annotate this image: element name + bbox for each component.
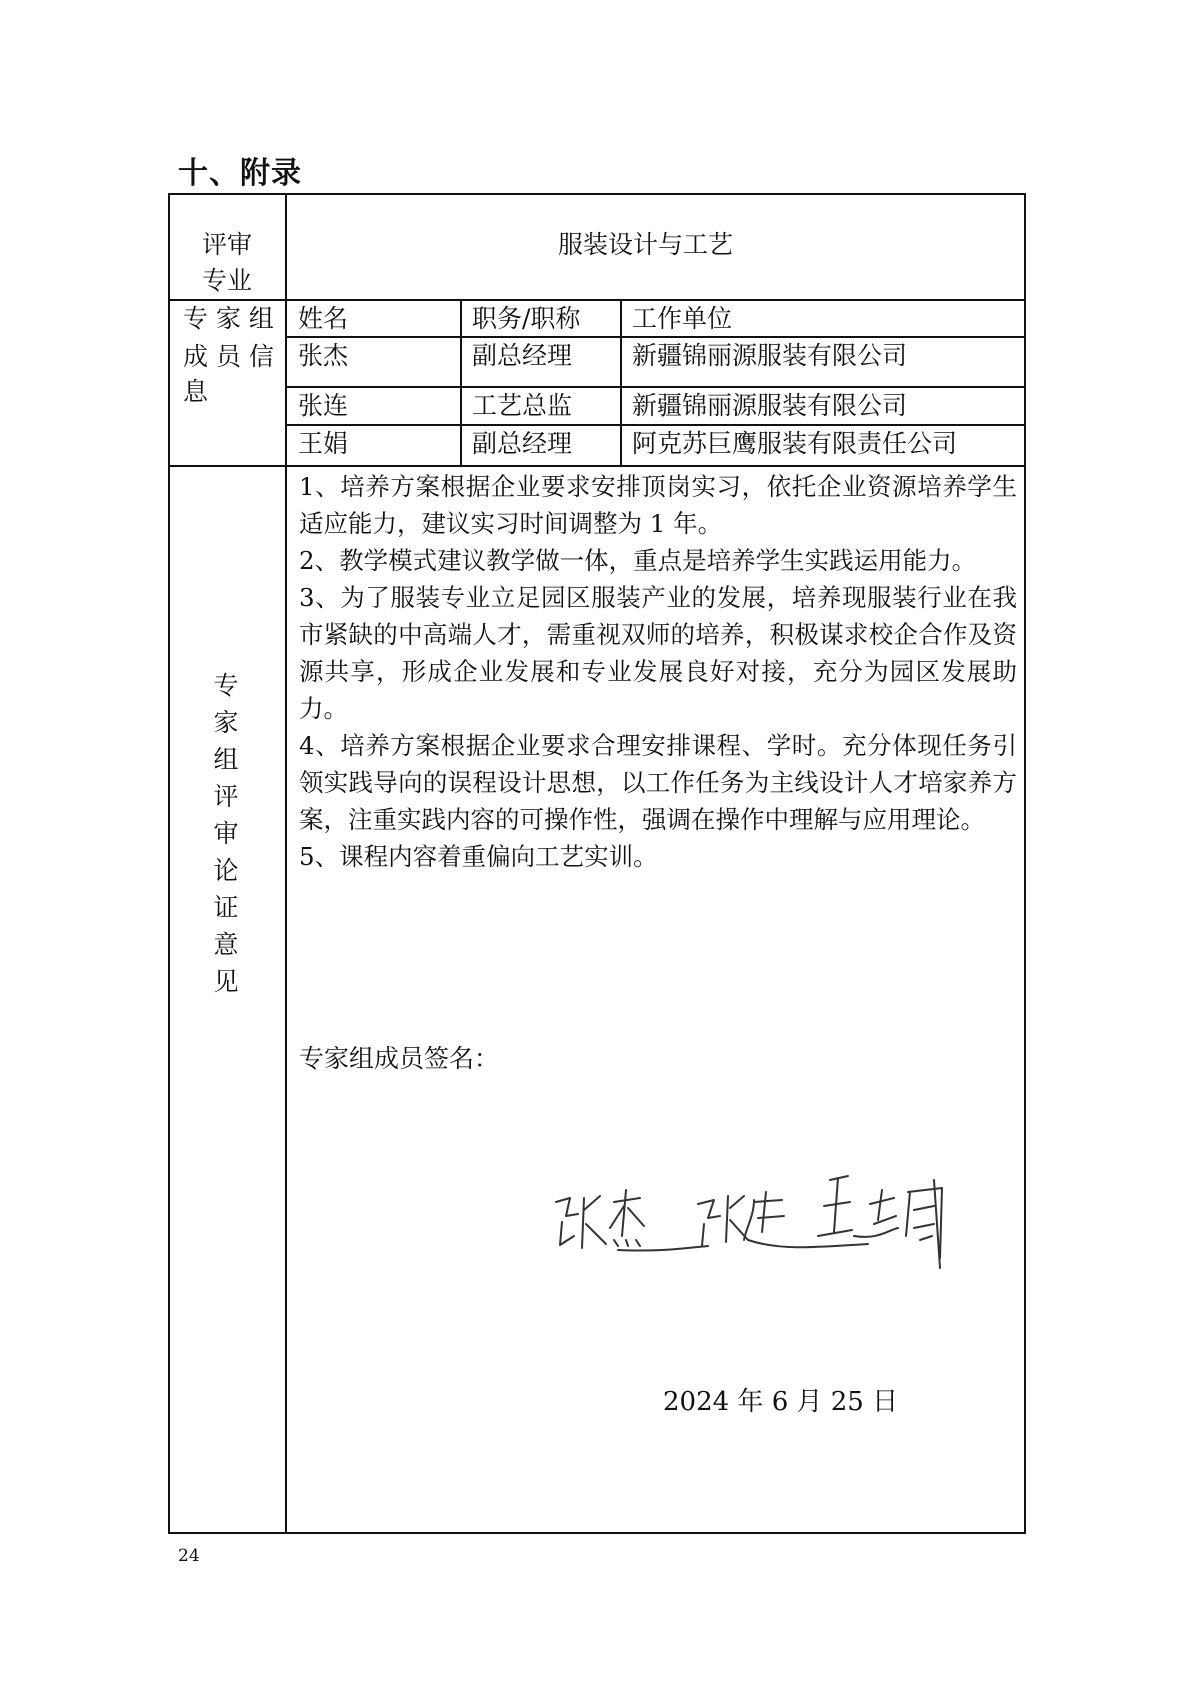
opinion-label-char: 组 (213, 745, 239, 774)
signature-label: 专家组成员签名： (299, 1044, 500, 1073)
table-divider (285, 336, 1026, 338)
expert-title: 工艺总监 (472, 391, 573, 420)
opinion-label (206, 667, 246, 1000)
column-header-name: 姓名 (298, 304, 349, 333)
expert-unit: 新疆锦丽源服装有限公司 (632, 391, 908, 420)
expert-unit: 阿克苏巨鹰服装有限责任公司 (632, 429, 958, 458)
review-major-label-line: 评审 (202, 230, 253, 259)
expert-info-label-line: 成 员 信 (183, 342, 274, 371)
table-divider (168, 465, 1026, 467)
handwritten-signatures (548, 1140, 988, 1270)
column-header-unit: 工作单位 (632, 304, 733, 333)
opinion-item: 2、教学模式建议教学做一体，重点是培养学生实践运用能力。 (299, 546, 977, 575)
opinion-item: 1、培养方案根据企业要求安排顶岗实习，依托企业资源培养学生适应能力，建议实习时间调整为 1 年。 (299, 472, 1017, 538)
expert-name: 王娟 (298, 429, 349, 458)
opinion-label-char: 家 (213, 708, 239, 737)
opinion-label-char: 证 (213, 893, 239, 922)
expert-title: 副总经理 (472, 341, 573, 370)
opinion-item: 4、培养方案根据企业要求合理安排课程、学时。充分体现任务引领实践导向的误程设计思想，以工作任务为主线设计人才培家养方案，注重实践内容的可操作性，强调在操作中理解与应用理论。 (299, 731, 1017, 834)
table-divider (285, 193, 287, 1534)
table-divider (460, 299, 462, 465)
column-header-title: 职务/职称 (472, 304, 581, 333)
opinion-label-char: 意 (213, 930, 239, 959)
opinion-label-char: 论 (213, 856, 239, 885)
expert-name: 张杰 (298, 341, 349, 370)
expert-unit: 新疆锦丽源服装有限公司 (632, 341, 908, 370)
table-divider (168, 299, 1026, 301)
expert-title: 副总经理 (472, 429, 573, 458)
page-number: 24 (178, 1546, 200, 1566)
opinion-item: 5、课程内容着重偏向工艺实训。 (299, 842, 658, 871)
expert-info-label-line: 息 (183, 377, 209, 406)
review-major-value: 服装设计与工艺 (558, 230, 734, 259)
table-divider (285, 386, 1026, 388)
signing-date: 2024 年 6 月 25 日 (663, 1387, 899, 1417)
opinion-label-char: 专 (213, 671, 239, 700)
expert-name: 张连 (298, 391, 349, 420)
review-major-label-line: 专业 (202, 266, 253, 295)
opinion-label-char: 评 (213, 782, 239, 811)
opinion-list (299, 468, 1017, 875)
expert-info-label-line: 专 家 组 (183, 304, 274, 333)
opinion-label-char: 审 (213, 819, 239, 848)
section-heading: 十、附录 (178, 156, 302, 191)
opinion-item: 3、为了服装专业立足园区服装产业的发展，培养现服装行业在我市紧缺的中高端人才，需重视双师的培养，积极谋求校企合作及资源共享，形成企业发展和专业发展良好对接，充分为园区发展助力。 (299, 583, 1017, 723)
opinion-label-char: 见 (213, 967, 239, 996)
table-divider (285, 424, 1026, 426)
table-divider (620, 299, 622, 465)
